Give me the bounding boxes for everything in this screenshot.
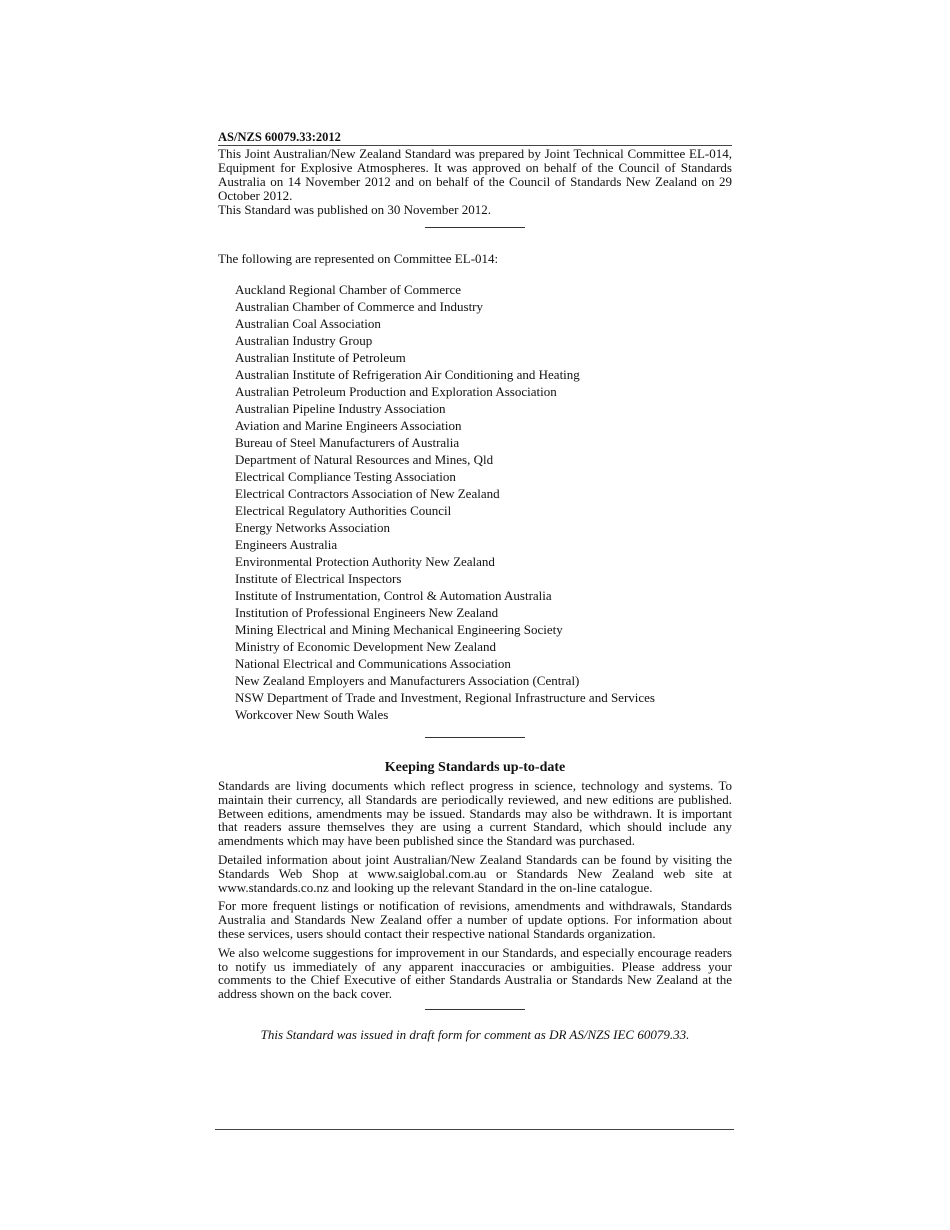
committee-member: Bureau of Steel Manufacturers of Australia <box>235 435 460 450</box>
separator-rule <box>425 737 525 738</box>
committee-member: Institute of Electrical Inspectors <box>235 571 402 586</box>
committee-intro: The following are represented on Committee EL-014: <box>218 251 499 266</box>
committee-member: Mining Electrical and Mining Mechanical Engineering Society <box>235 622 563 637</box>
committee-member: Department of Natural Resources and Mines, Qld <box>235 452 494 467</box>
committee-member: Institution of Professional Engineers New Zealand <box>235 605 499 620</box>
committee-member: Electrical Compliance Testing Association <box>235 469 456 484</box>
committee-member: Australian Chamber of Commerce and Industry <box>235 299 484 314</box>
separator-rule <box>425 227 525 228</box>
committee-member: NSW Department of Trade and Investment, Regional Infrastructure and Services <box>235 690 655 705</box>
committee-member: Electrical Contractors Association of New Zealand <box>235 486 500 501</box>
committee-member: Auckland Regional Chamber of Commerce <box>235 282 461 297</box>
committee-member: New Zealand Employers and Manufacturers Association (Central) <box>235 673 580 688</box>
keeping-heading: Keeping Standards up-to-date <box>384 760 566 775</box>
committee-member: Electrical Regulatory Authorities Council <box>235 503 452 518</box>
committee-member: Aviation and Marine Engineers Association <box>235 418 462 433</box>
committee-member: Australian Industry Group <box>235 333 373 348</box>
preparation-text: This Joint Australian/New Zealand Standard was prepared by Joint Technical Committee EL-014, Equipment for Explosive Atmospheres. It was approved on behalf of the Council of Standards Australia on 14 November 2012 and on behalf of the Council of Standards New Zealand on 29 October 2012. <box>218 146 732 203</box>
standard-number: AS/NZS 60079.33:2012 <box>218 130 732 146</box>
bottom-rule <box>215 1129 734 1130</box>
document-page <box>218 130 732 1042</box>
committee-member: Energy Networks Association <box>235 520 391 535</box>
committee-member: Australian Coal Association <box>235 316 381 331</box>
committee-member: Australian Pipeline Industry Association <box>235 401 446 416</box>
committee-member: Institute of Instrumentation, Control & Automation Australia <box>235 588 552 603</box>
keeping-paragraph: Standards are living documents which reflect progress in science, technology and systems. To maintain their currency, all Standards are periodically reviewed, and new editions are published. Between editions, amendments may be issued. Standards may also be withdrawn. It is important that readers assure themselves they are using a current Standard, which should include any amendments which may have been published since the Standard was purchased. <box>218 778 732 849</box>
committee-member: Engineers Australia <box>235 537 338 552</box>
separator-rule <box>425 1009 525 1010</box>
committee-member: Ministry of Economic Development New Zealand <box>235 639 497 654</box>
committee-member: Environmental Protection Authority New Zealand <box>235 554 495 569</box>
committee-member-list <box>218 281 732 723</box>
draft-note: This Standard was issued in draft form for comment as DR AS/NZS IEC 60079.33. <box>260 1026 690 1042</box>
keeping-paragraph: We also welcome suggestions for improvement in our Standards, and especially encourage readers to notify us immediately of any apparent inaccuracies or ambiguities. Please address your comments to the Chief Executive of either Standards Australia or Standards New Zealand at the address shown on the back cover. <box>218 944 732 1002</box>
published-text: This Standard was published on 30 November 2012. <box>218 202 491 217</box>
keeping-paragraph: Detailed information about joint Australian/New Zealand Standards can be found by visiting the Standards Web Shop at www.saiglobal.com.au or Standards New Zealand web site at www.standards.co.nz and looking up the relevant Standard in the on-line catalogue. <box>218 851 732 895</box>
committee-member: National Electrical and Communications Association <box>235 656 511 671</box>
committee-member: Australian Petroleum Production and Exploration Association <box>235 384 557 399</box>
keeping-paragraph: For more frequent listings or notification of revisions, amendments and withdrawals, Standards Australia and Standards New Zealand offer a number of update options. For information about these services, users should contact their respective national Standards organization. <box>218 898 732 941</box>
committee-member: Workcover New South Wales <box>235 707 389 722</box>
committee-member: Australian Institute of Refrigeration Air Conditioning and Heating <box>235 367 580 382</box>
committee-member: Australian Institute of Petroleum <box>235 350 406 365</box>
